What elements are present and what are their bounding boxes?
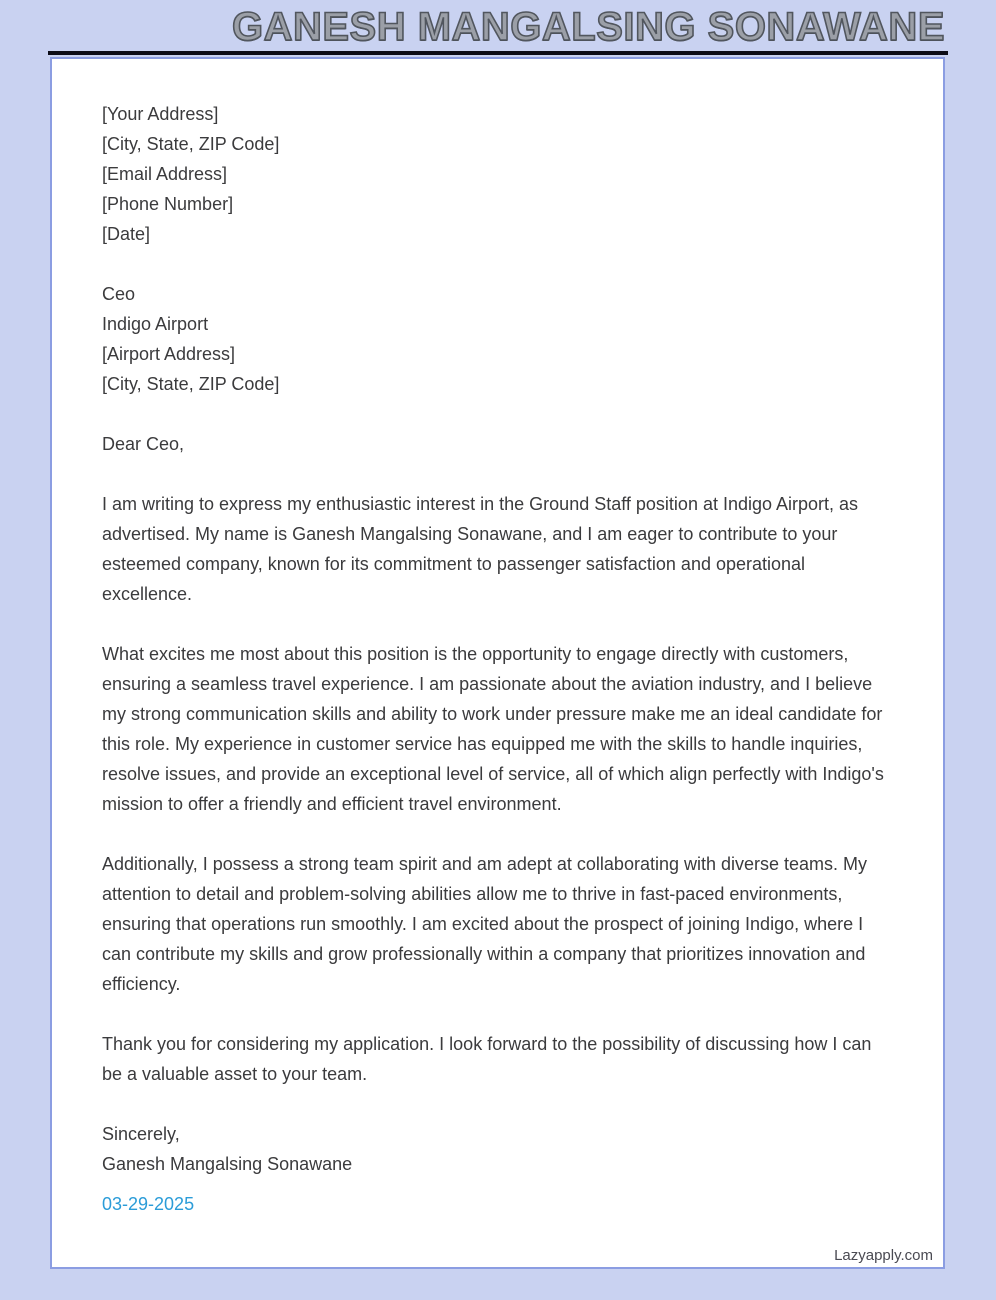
body-paragraph-1: I am writing to express my enthusiastic interest in the Ground Staff position at Indigo Airport, as advertised. My name is Ganesh Mangalsing Sonawane, and I am eager to contribute to your esteemed company, known for its commitment to passenger satisfaction and operational excellence. [102, 494, 859, 604]
header-rule [48, 51, 948, 55]
date-link[interactable]: 03-29-2025 [102, 1194, 195, 1214]
sender-phone-line: [Phone Number] [102, 194, 234, 214]
body-paragraph-4: Thank you for considering my application. I look forward to the possibility of discussing how I can be a valuable asset to your team. [102, 1034, 872, 1084]
sender-date-line: [Date] [102, 224, 151, 244]
sender-address-block [102, 99, 891, 249]
closing-block [102, 1119, 891, 1179]
body-paragraph-3: Additionally, I possess a strong team spirit and am adept at collaborating with diverse teams. My attention to detail and problem-solving abilities allow me to thrive in fast-paced environments, ensuring that operations run smoothly. I am excited about the prospect of joining Indigo, where I can contribute my skills and grow professionally within a company that prioritizes innovation and efficiency. [102, 854, 868, 994]
recipient-company-line: Indigo Airport [102, 314, 209, 334]
watermark: Lazyapply.com [828, 1245, 939, 1267]
sender-email-line: [Email Address] [102, 164, 228, 184]
sender-city-line: [City, State, ZIP Code] [102, 134, 280, 154]
recipient-name-line: Ceo [102, 284, 136, 304]
closing: Sincerely, [102, 1124, 180, 1144]
sender-address-line: [Your Address] [102, 104, 219, 124]
recipient-address-block [102, 279, 891, 399]
salutation: Dear Ceo, [102, 434, 185, 454]
header [0, 0, 996, 50]
recipient-city-line: [City, State, ZIP Code] [102, 374, 280, 394]
signature: Ganesh Mangalsing Sonawane [102, 1154, 353, 1174]
letter-page [50, 57, 945, 1269]
page-title: GANESH MANGALSING SONAWANE [231, 5, 945, 49]
body-paragraph-2: What excites me most about this position is the opportunity to engage directly with customers, ensuring a seamless travel experience. I am passionate about the aviation industry, and I believe my strong communication skills and ability to work under pressure make me an ideal candidate for this role. My experience in customer service has equipped me with the skills to handle inquiries, resolve issues, and provide an exceptional level of service, all of which align perfectly with Indigo's mission to offer a friendly and efficient travel environment. [102, 644, 884, 814]
recipient-address-line: [Airport Address] [102, 344, 236, 364]
